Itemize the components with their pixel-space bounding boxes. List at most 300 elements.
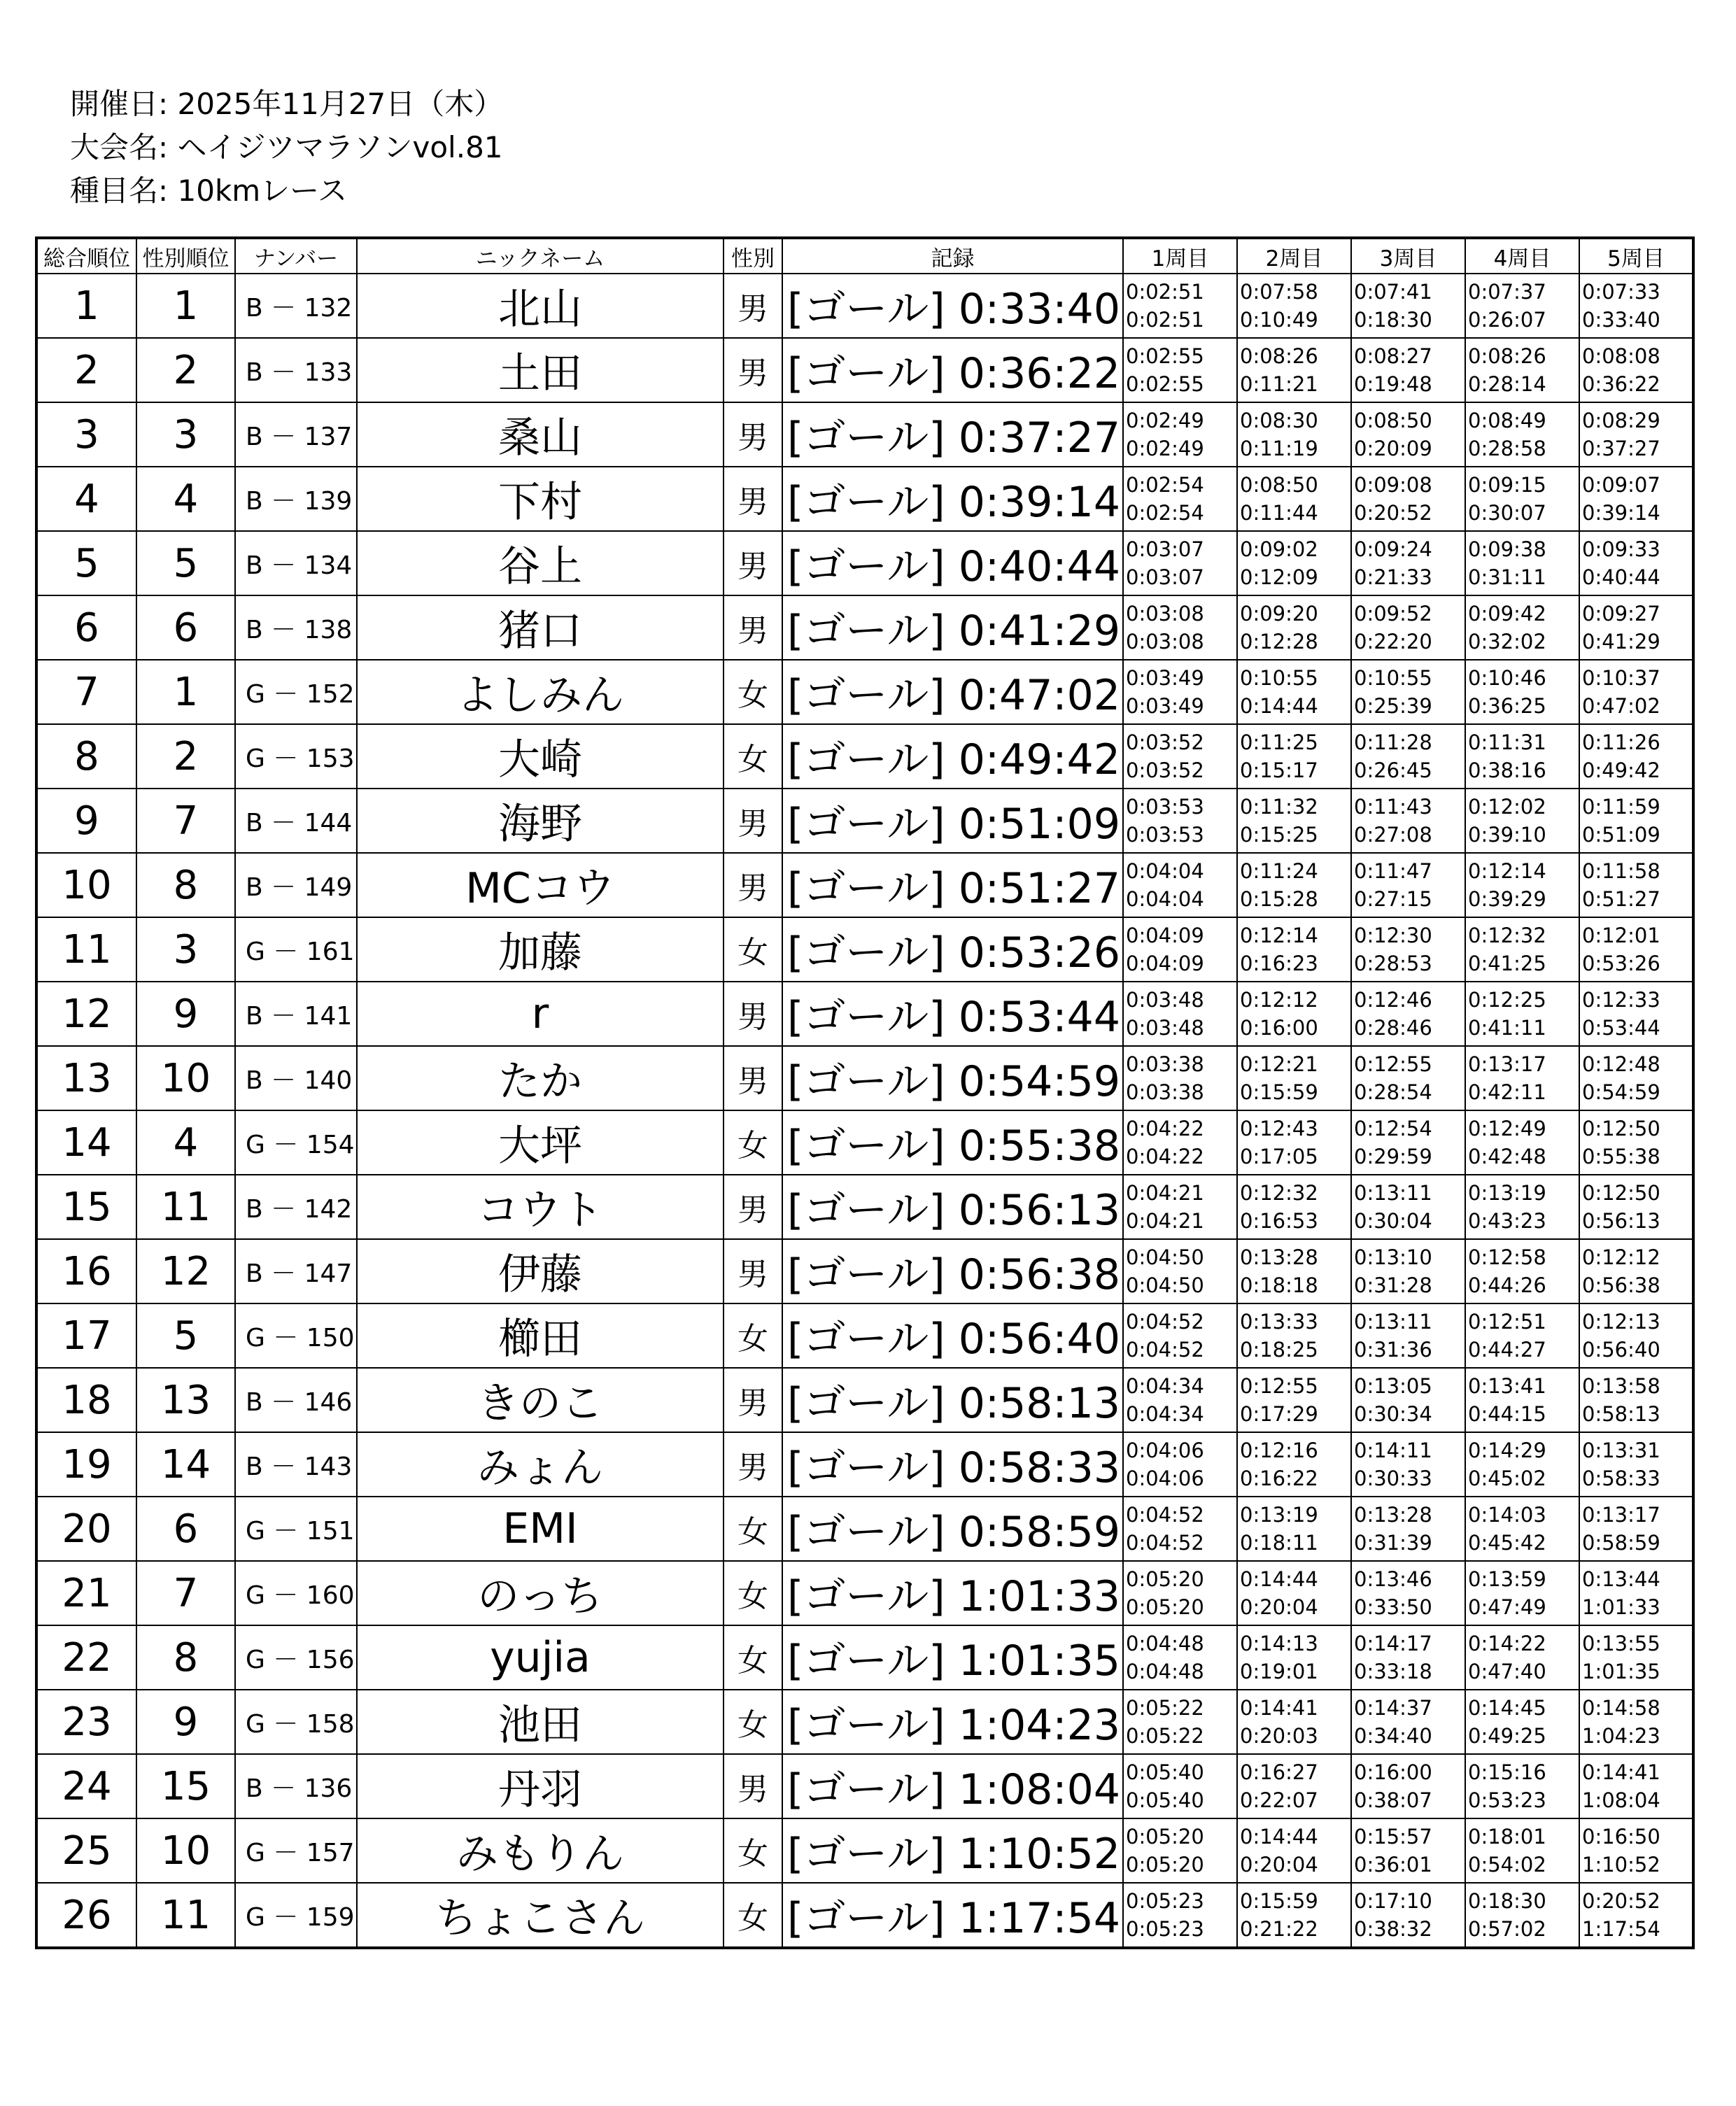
gender-cell: 女 — [724, 1883, 782, 1948]
lap-cumulative-time: 0:28:58 — [1468, 437, 1546, 460]
lap-4-cell — [1465, 595, 1579, 660]
lap-split-time: 0:10:46 — [1468, 666, 1546, 690]
lap-5-cell — [1579, 789, 1693, 853]
table-row — [36, 274, 1693, 338]
lap-split-time: 0:13:59 — [1468, 1567, 1546, 1591]
lap-split-time: 0:10:55 — [1240, 666, 1318, 690]
lap-cumulative-time: 0:27:08 — [1354, 823, 1432, 847]
lap-split-time: 0:03:52 — [1126, 730, 1204, 754]
lap-4-cell — [1465, 338, 1579, 402]
lap-cumulative-time: 0:26:07 — [1468, 308, 1546, 332]
lap-cumulative-time: 0:11:19 — [1240, 437, 1318, 460]
table-row — [36, 1046, 1693, 1110]
lap-split-time: 0:20:52 — [1582, 1889, 1660, 1913]
record-cell: [ゴール] 0:58:59 — [782, 1497, 1123, 1561]
bib-cell: B － 133 — [235, 338, 357, 402]
lap-split-time: 0:12:55 — [1240, 1374, 1318, 1398]
record-cell: [ゴール] 0:58:33 — [782, 1432, 1123, 1497]
lap-split-time: 0:09:42 — [1468, 602, 1546, 626]
lap-cumulative-time: 0:04:22 — [1126, 1145, 1204, 1168]
lap-split-time: 0:02:54 — [1126, 473, 1204, 497]
lap-split-time: 0:05:20 — [1126, 1567, 1204, 1591]
lap-cumulative-time: 0:05:22 — [1126, 1724, 1204, 1748]
lap-cumulative-time: 0:19:01 — [1240, 1660, 1318, 1683]
lap-cumulative-time: 0:38:32 — [1354, 1917, 1432, 1941]
lap-3-cell — [1351, 853, 1465, 917]
lap-split-time: 0:12:43 — [1240, 1117, 1318, 1140]
event-category: 種目名: 10kmレース — [70, 174, 348, 208]
gender-rank-cell: 8 — [136, 1625, 235, 1690]
lap-2-cell — [1237, 789, 1351, 853]
table-row — [36, 531, 1693, 595]
lap-cumulative-time: 0:30:33 — [1354, 1467, 1432, 1490]
lap-split-time: 0:12:12 — [1582, 1245, 1660, 1269]
lap-2-cell — [1237, 1175, 1351, 1239]
lap-1-cell — [1123, 1625, 1237, 1690]
table-row — [36, 789, 1693, 853]
lap-cumulative-time: 0:03:49 — [1126, 694, 1204, 718]
lap-3-cell — [1351, 917, 1465, 982]
table-row — [36, 1561, 1693, 1625]
lap-split-time: 0:13:28 — [1240, 1245, 1318, 1269]
table-row — [36, 660, 1693, 724]
nickname-cell: よしみん — [357, 660, 724, 724]
lap-split-time: 0:04:06 — [1126, 1439, 1204, 1462]
overall-rank-cell: 13 — [36, 1046, 136, 1110]
lap-split-time: 0:13:17 — [1468, 1052, 1546, 1076]
header-overall-rank: 総合順位 — [36, 238, 136, 274]
lap-2-cell — [1237, 1561, 1351, 1625]
lap-3-cell — [1351, 274, 1465, 338]
table-row — [36, 1625, 1693, 1690]
table-row — [36, 982, 1693, 1046]
lap-3-cell — [1351, 402, 1465, 467]
lap-1-cell — [1123, 595, 1237, 660]
lap-split-time: 0:13:46 — [1354, 1567, 1432, 1591]
overall-rank-cell: 11 — [36, 917, 136, 982]
gender-rank-cell: 4 — [136, 1110, 235, 1175]
lap-cumulative-time: 0:04:04 — [1126, 887, 1204, 911]
lap-cumulative-time: 0:18:30 — [1354, 308, 1432, 332]
bib-cell: B － 147 — [235, 1239, 357, 1303]
lap-2-cell — [1237, 531, 1351, 595]
gender-rank-cell: 9 — [136, 1690, 235, 1754]
lap-5-cell — [1579, 1690, 1693, 1754]
overall-rank-cell: 18 — [36, 1368, 136, 1432]
overall-rank-cell: 26 — [36, 1883, 136, 1948]
lap-split-time: 0:18:01 — [1468, 1825, 1546, 1849]
lap-cumulative-time: 0:47:02 — [1582, 694, 1660, 718]
nickname-cell: 桑山 — [357, 402, 724, 467]
lap-5-cell — [1579, 1110, 1693, 1175]
lap-cumulative-time: 0:30:04 — [1354, 1209, 1432, 1233]
bib-cell: G － 152 — [235, 660, 357, 724]
record-cell: [ゴール] 1:08:04 — [782, 1754, 1123, 1818]
table-row — [36, 1110, 1693, 1175]
gender-cell: 男 — [724, 1754, 782, 1818]
lap-split-time: 0:13:11 — [1354, 1181, 1432, 1205]
lap-cumulative-time: 0:55:38 — [1582, 1145, 1660, 1168]
results-table — [35, 236, 1695, 1949]
lap-split-time: 0:02:51 — [1126, 280, 1204, 304]
lap-split-time: 0:04:52 — [1126, 1310, 1204, 1334]
nickname-cell: EMI — [357, 1497, 724, 1561]
bib-cell: B － 132 — [235, 274, 357, 338]
lap-cumulative-time: 0:20:09 — [1354, 437, 1432, 460]
lap-split-time: 0:03:48 — [1126, 988, 1204, 1012]
lap-1-cell — [1123, 1561, 1237, 1625]
gender-rank-cell: 8 — [136, 853, 235, 917]
gender-cell: 男 — [724, 338, 782, 402]
table-row — [36, 917, 1693, 982]
overall-rank-cell: 9 — [36, 789, 136, 853]
lap-cumulative-time: 0:56:40 — [1582, 1338, 1660, 1362]
gender-cell: 女 — [724, 1110, 782, 1175]
event-date: 開催日: 2025年11月27日（木） — [70, 87, 504, 121]
lap-2-cell — [1237, 1818, 1351, 1883]
lap-2-cell — [1237, 982, 1351, 1046]
nickname-cell: たか — [357, 1046, 724, 1110]
lap-cumulative-time: 0:03:38 — [1126, 1080, 1204, 1104]
lap-cumulative-time: 0:44:27 — [1468, 1338, 1546, 1362]
lap-cumulative-time: 0:02:51 — [1126, 308, 1204, 332]
lap-cumulative-time: 0:36:25 — [1468, 694, 1546, 718]
overall-rank-cell: 14 — [36, 1110, 136, 1175]
lap-split-time: 0:04:50 — [1126, 1245, 1204, 1269]
lap-split-time: 0:12:48 — [1582, 1052, 1660, 1076]
lap-3-cell — [1351, 1561, 1465, 1625]
lap-cumulative-time: 0:20:03 — [1240, 1724, 1318, 1748]
nickname-cell: きのこ — [357, 1368, 724, 1432]
record-cell: [ゴール] 0:36:22 — [782, 338, 1123, 402]
lap-split-time: 0:18:30 — [1468, 1889, 1546, 1913]
lap-5-cell — [1579, 724, 1693, 789]
lap-cumulative-time: 0:05:20 — [1126, 1595, 1204, 1619]
nickname-cell: 丹羽 — [357, 1754, 724, 1818]
lap-split-time: 0:08:50 — [1354, 409, 1432, 432]
lap-cumulative-time: 0:44:26 — [1468, 1273, 1546, 1297]
lap-1-cell — [1123, 1303, 1237, 1368]
lap-split-time: 0:12:46 — [1354, 988, 1432, 1012]
gender-rank-cell: 11 — [136, 1175, 235, 1239]
lap-5-cell — [1579, 402, 1693, 467]
lap-split-time: 0:12:58 — [1468, 1245, 1546, 1269]
bib-cell: B － 139 — [235, 467, 357, 531]
lap-split-time: 0:12:33 — [1582, 988, 1660, 1012]
lap-split-time: 0:09:15 — [1468, 473, 1546, 497]
lap-split-time: 0:04:21 — [1126, 1181, 1204, 1205]
lap-split-time: 0:13:58 — [1582, 1374, 1660, 1398]
gender-cell: 男 — [724, 1046, 782, 1110]
lap-cumulative-time: 0:04:52 — [1126, 1338, 1204, 1362]
lap-5-cell — [1579, 1046, 1693, 1110]
lap-cumulative-time: 0:33:18 — [1354, 1660, 1432, 1683]
lap-split-time: 0:12:32 — [1240, 1181, 1318, 1205]
lap-cumulative-time: 0:22:20 — [1354, 630, 1432, 653]
record-cell: [ゴール] 0:47:02 — [782, 660, 1123, 724]
lap-split-time: 0:14:22 — [1468, 1632, 1546, 1655]
lap-1-cell — [1123, 467, 1237, 531]
gender-rank-cell: 6 — [136, 595, 235, 660]
record-cell: [ゴール] 0:37:27 — [782, 402, 1123, 467]
header-bib: ナンバー — [235, 238, 357, 274]
lap-3-cell — [1351, 1368, 1465, 1432]
lap-split-time: 0:14:44 — [1240, 1567, 1318, 1591]
gender-cell: 男 — [724, 402, 782, 467]
lap-cumulative-time: 0:05:20 — [1126, 1853, 1204, 1877]
lap-cumulative-time: 0:44:15 — [1468, 1402, 1546, 1426]
lap-cumulative-time: 1:17:54 — [1582, 1917, 1660, 1941]
lap-cumulative-time: 0:10:49 — [1240, 308, 1318, 332]
nickname-cell: 櫛田 — [357, 1303, 724, 1368]
lap-split-time: 0:03:49 — [1126, 666, 1204, 690]
lap-split-time: 0:02:55 — [1126, 344, 1204, 368]
lap-cumulative-time: 1:01:33 — [1582, 1595, 1660, 1619]
nickname-cell: 北山 — [357, 274, 724, 338]
record-cell: [ゴール] 0:41:29 — [782, 595, 1123, 660]
lap-cumulative-time: 0:54:02 — [1468, 1853, 1546, 1877]
lap-cumulative-time: 0:58:59 — [1582, 1531, 1660, 1555]
record-cell: [ゴール] 0:54:59 — [782, 1046, 1123, 1110]
lap-4-cell — [1465, 1561, 1579, 1625]
lap-cumulative-time: 0:04:50 — [1126, 1273, 1204, 1297]
lap-cumulative-time: 0:28:46 — [1354, 1016, 1432, 1040]
lap-split-time: 0:13:05 — [1354, 1374, 1432, 1398]
lap-split-time: 0:13:41 — [1468, 1374, 1546, 1398]
table-row — [36, 1303, 1693, 1368]
lap-3-cell — [1351, 1625, 1465, 1690]
lap-2-cell — [1237, 1754, 1351, 1818]
lap-4-cell — [1465, 1046, 1579, 1110]
lap-cumulative-time: 1:08:04 — [1582, 1788, 1660, 1812]
record-cell: [ゴール] 0:56:13 — [782, 1175, 1123, 1239]
table-row — [36, 1754, 1693, 1818]
lap-cumulative-time: 1:01:35 — [1582, 1660, 1660, 1683]
lap-cumulative-time: 0:36:01 — [1354, 1853, 1432, 1877]
lap-split-time: 0:12:54 — [1354, 1117, 1432, 1140]
gender-rank-cell: 15 — [136, 1754, 235, 1818]
lap-cumulative-time: 0:38:07 — [1354, 1788, 1432, 1812]
lap-split-time: 0:14:41 — [1582, 1760, 1660, 1784]
lap-cumulative-time: 0:18:18 — [1240, 1273, 1318, 1297]
lap-cumulative-time: 0:11:44 — [1240, 501, 1318, 525]
lap-cumulative-time: 0:20:52 — [1354, 501, 1432, 525]
gender-cell: 男 — [724, 1239, 782, 1303]
lap-split-time: 0:13:17 — [1582, 1503, 1660, 1527]
lap-cumulative-time: 0:39:10 — [1468, 823, 1546, 847]
lap-4-cell — [1465, 1690, 1579, 1754]
lap-split-time: 0:07:33 — [1582, 280, 1660, 304]
nickname-cell: 大坪 — [357, 1110, 724, 1175]
lap-1-cell — [1123, 1110, 1237, 1175]
lap-split-time: 0:12:16 — [1240, 1439, 1318, 1462]
lap-3-cell — [1351, 531, 1465, 595]
lap-cumulative-time: 0:53:26 — [1582, 952, 1660, 975]
lap-1-cell — [1123, 1368, 1237, 1432]
lap-split-time: 0:15:57 — [1354, 1825, 1432, 1849]
lap-5-cell — [1579, 338, 1693, 402]
lap-split-time: 0:04:09 — [1126, 924, 1204, 947]
lap-2-cell — [1237, 467, 1351, 531]
lap-cumulative-time: 0:04:21 — [1126, 1209, 1204, 1233]
lap-1-cell — [1123, 724, 1237, 789]
bib-cell: G － 158 — [235, 1690, 357, 1754]
lap-split-time: 0:11:24 — [1240, 859, 1318, 883]
record-cell: [ゴール] 0:56:40 — [782, 1303, 1123, 1368]
bib-cell: G － 150 — [235, 1303, 357, 1368]
lap-2-cell — [1237, 1239, 1351, 1303]
lap-5-cell — [1579, 1625, 1693, 1690]
lap-cumulative-time: 0:03:07 — [1126, 565, 1204, 589]
lap-3-cell — [1351, 1175, 1465, 1239]
lap-cumulative-time: 0:22:07 — [1240, 1788, 1318, 1812]
gender-cell: 女 — [724, 1561, 782, 1625]
lap-cumulative-time: 0:12:09 — [1240, 565, 1318, 589]
lap-split-time: 0:08:29 — [1582, 409, 1660, 432]
nickname-cell: のっち — [357, 1561, 724, 1625]
overall-rank-cell: 22 — [36, 1625, 136, 1690]
lap-split-time: 0:11:43 — [1354, 795, 1432, 819]
gender-rank-cell: 3 — [136, 917, 235, 982]
lap-split-time: 0:05:40 — [1126, 1760, 1204, 1784]
nickname-cell: r — [357, 982, 724, 1046]
bib-cell: G － 157 — [235, 1818, 357, 1883]
bib-cell: B － 136 — [235, 1754, 357, 1818]
lap-cumulative-time: 0:20:04 — [1240, 1595, 1318, 1619]
lap-2-cell — [1237, 595, 1351, 660]
overall-rank-cell: 16 — [36, 1239, 136, 1303]
record-cell: [ゴール] 1:10:52 — [782, 1818, 1123, 1883]
bib-cell: B － 144 — [235, 789, 357, 853]
lap-4-cell — [1465, 789, 1579, 853]
table-row — [36, 1690, 1693, 1754]
lap-split-time: 0:17:10 — [1354, 1889, 1432, 1913]
lap-cumulative-time: 0:41:29 — [1582, 630, 1660, 653]
lap-cumulative-time: 0:20:04 — [1240, 1853, 1318, 1877]
lap-split-time: 0:09:07 — [1582, 473, 1660, 497]
lap-2-cell — [1237, 1497, 1351, 1561]
lap-split-time: 0:09:52 — [1354, 602, 1432, 626]
bib-cell: B － 138 — [235, 595, 357, 660]
lap-cumulative-time: 0:33:40 — [1582, 308, 1660, 332]
overall-rank-cell: 1 — [36, 274, 136, 338]
lap-1-cell — [1123, 853, 1237, 917]
table-row — [36, 1239, 1693, 1303]
lap-3-cell — [1351, 1497, 1465, 1561]
lap-cumulative-time: 0:17:05 — [1240, 1145, 1318, 1168]
lap-cumulative-time: 0:14:44 — [1240, 694, 1318, 718]
lap-cumulative-time: 0:04:34 — [1126, 1402, 1204, 1426]
nickname-cell: みょん — [357, 1432, 724, 1497]
lap-split-time: 0:12:21 — [1240, 1052, 1318, 1076]
table-row — [36, 402, 1693, 467]
lap-split-time: 0:10:37 — [1582, 666, 1660, 690]
lap-split-time: 0:08:08 — [1582, 344, 1660, 368]
lap-cumulative-time: 0:33:50 — [1354, 1595, 1432, 1619]
table-row — [36, 1432, 1693, 1497]
table-row — [36, 1497, 1693, 1561]
lap-cumulative-time: 0:53:44 — [1582, 1016, 1660, 1040]
overall-rank-cell: 12 — [36, 982, 136, 1046]
lap-1-cell — [1123, 1432, 1237, 1497]
lap-split-time: 0:14:58 — [1582, 1696, 1660, 1720]
lap-split-time: 0:08:30 — [1240, 409, 1318, 432]
bib-cell: B － 134 — [235, 531, 357, 595]
bib-cell: G － 153 — [235, 724, 357, 789]
lap-split-time: 0:11:28 — [1354, 730, 1432, 754]
overall-rank-cell: 24 — [36, 1754, 136, 1818]
lap-split-time: 0:12:25 — [1468, 988, 1546, 1012]
lap-5-cell — [1579, 1818, 1693, 1883]
lap-split-time: 0:02:49 — [1126, 409, 1204, 432]
lap-split-time: 0:05:22 — [1126, 1696, 1204, 1720]
lap-split-time: 0:16:00 — [1354, 1760, 1432, 1784]
lap-cumulative-time: 0:04:52 — [1126, 1531, 1204, 1555]
lap-cumulative-time: 0:05:23 — [1126, 1917, 1204, 1941]
overall-rank-cell: 8 — [36, 724, 136, 789]
lap-1-cell — [1123, 789, 1237, 853]
gender-cell: 男 — [724, 789, 782, 853]
lap-cumulative-time: 0:34:40 — [1354, 1724, 1432, 1748]
lap-1-cell — [1123, 1818, 1237, 1883]
lap-split-time: 0:05:20 — [1126, 1825, 1204, 1849]
header-record: 記録 — [782, 238, 1123, 274]
gender-rank-cell: 10 — [136, 1046, 235, 1110]
gender-rank-cell: 13 — [136, 1368, 235, 1432]
bib-cell: B － 143 — [235, 1432, 357, 1497]
lap-3-cell — [1351, 338, 1465, 402]
lap-4-cell — [1465, 1432, 1579, 1497]
lap-3-cell — [1351, 1303, 1465, 1368]
table-row — [36, 467, 1693, 531]
lap-split-time: 0:08:26 — [1468, 344, 1546, 368]
nickname-cell: コウト — [357, 1175, 724, 1239]
lap-split-time: 0:03:07 — [1126, 537, 1204, 561]
gender-cell: 女 — [724, 1303, 782, 1368]
lap-split-time: 0:14:44 — [1240, 1825, 1318, 1849]
lap-4-cell — [1465, 1883, 1579, 1948]
lap-5-cell — [1579, 595, 1693, 660]
lap-5-cell — [1579, 660, 1693, 724]
lap-split-time: 0:12:30 — [1354, 924, 1432, 947]
lap-5-cell — [1579, 1239, 1693, 1303]
bib-cell: G － 159 — [235, 1883, 357, 1948]
gender-rank-cell: 5 — [136, 531, 235, 595]
gender-cell: 女 — [724, 724, 782, 789]
lap-5-cell — [1579, 1368, 1693, 1432]
lap-3-cell — [1351, 660, 1465, 724]
lap-cumulative-time: 0:58:33 — [1582, 1467, 1660, 1490]
gender-rank-cell: 4 — [136, 467, 235, 531]
nickname-cell: 谷上 — [357, 531, 724, 595]
lap-split-time: 0:09:20 — [1240, 602, 1318, 626]
lap-split-time: 0:13:19 — [1468, 1181, 1546, 1205]
record-cell: [ゴール] 0:51:27 — [782, 853, 1123, 917]
lap-cumulative-time: 0:04:48 — [1126, 1660, 1204, 1683]
lap-2-cell — [1237, 1883, 1351, 1948]
lap-cumulative-time: 0:15:28 — [1240, 887, 1318, 911]
gender-rank-cell: 2 — [136, 724, 235, 789]
lap-cumulative-time: 0:42:11 — [1468, 1080, 1546, 1104]
lap-split-time: 0:04:52 — [1126, 1503, 1204, 1527]
lap-cumulative-time: 0:47:49 — [1468, 1595, 1546, 1619]
lap-cumulative-time: 0:16:23 — [1240, 952, 1318, 975]
lap-split-time: 0:11:26 — [1582, 730, 1660, 754]
bib-cell: B － 142 — [235, 1175, 357, 1239]
lap-cumulative-time: 0:04:06 — [1126, 1467, 1204, 1490]
lap-cumulative-time: 0:51:27 — [1582, 887, 1660, 911]
lap-cumulative-time: 0:15:25 — [1240, 823, 1318, 847]
